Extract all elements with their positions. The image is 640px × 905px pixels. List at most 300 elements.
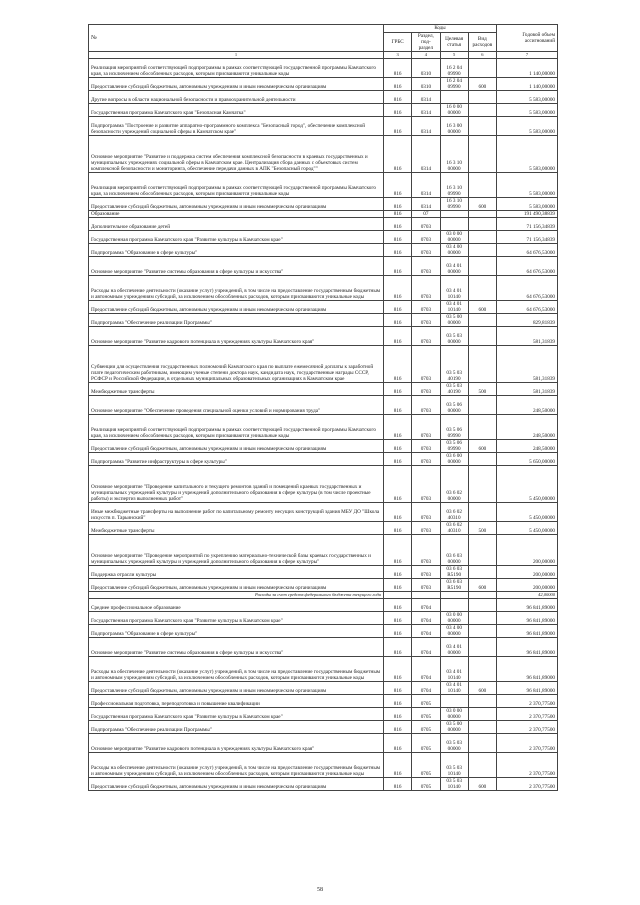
row-description: Расходы на обеспечение деятельности (оказание услуг) учреждений, в том числе на предоставление государственным бюджетным и автономным учреждениям субсидий, за исключением обособленных расходов, которым присваиваются уникальные коды [89, 753, 384, 778]
row-amount: 71 156,34839 [497, 218, 558, 231]
row-expense-type [468, 466, 496, 503]
row-grbs: 816 [384, 327, 412, 346]
row-target-article: 03 6 02 00000 [440, 466, 468, 503]
row-description: Подпрограмма "Обеспечение реализации Программы" [89, 314, 384, 327]
row-razdel [412, 592, 440, 599]
row-amount: 2 370,77500 [497, 734, 558, 753]
row-razdel: 0703 [412, 327, 440, 346]
table-row [89, 314, 558, 327]
row-grbs: 816 [384, 383, 412, 396]
row-amount: 581,31839 [497, 383, 558, 396]
row-description: Государственная программа Камчатского края "Развитие культуры в Камчатском крае" [89, 231, 384, 244]
col-header-cs: Целевая статья [440, 33, 468, 52]
row-expense-type [468, 231, 496, 244]
row-target-article: 03 4 01 00000 [440, 638, 468, 657]
row-amount: 5 450,00000 [497, 503, 558, 522]
row-razdel: 0703 [412, 314, 440, 327]
row-razdel: 0703 [412, 415, 440, 440]
row-expense-type [468, 503, 496, 522]
row-amount: 64 676,53000 [497, 257, 558, 276]
row-description: Предоставление субсидий бюджетным, автономным учреждениям и иным некоммерческим организациям [89, 579, 384, 592]
row-razdel: 07 [412, 211, 440, 218]
row-target-article: 03 5 06 09990 [440, 440, 468, 453]
row-description: Предоставление субсидий бюджетным, автономным учреждениям и иным некоммерческим организациям [89, 778, 384, 791]
row-expense-type [468, 104, 496, 117]
row-amount: 581,31839 [497, 346, 558, 383]
row-razdel: 0703 [412, 579, 440, 592]
row-target-article: 16 3 00 00000 [440, 117, 468, 136]
row-description: Профессиональная подготовка, переподготовка и повышение квалификации [89, 695, 384, 708]
row-grbs: 816 [384, 753, 412, 778]
row-description: Основное мероприятие "Проведение мероприятий по укреплению материально-технической базы краевых государственных и муниципальных учреждений культуры и учреждений дополнительного образования в сфере культуры" [89, 535, 384, 566]
row-grbs: 816 [384, 244, 412, 257]
row-expense-type: 500 [468, 522, 496, 535]
table-row [89, 734, 558, 753]
row-target-article: 16 0 00 00000 [440, 104, 468, 117]
row-description: Межбюджетные трансферты [89, 383, 384, 396]
row-razdel: 0314 [412, 173, 440, 198]
row-amount: 2 370,77500 [497, 708, 558, 721]
row-razdel: 0314 [412, 198, 440, 211]
row-grbs: 816 [384, 778, 412, 791]
row-grbs: 816 [384, 440, 412, 453]
row-amount: 2 370,77500 [497, 753, 558, 778]
row-description: Расходы за счет средств федерального бюджета текущего года [89, 592, 384, 599]
row-grbs: 816 [384, 314, 412, 327]
row-grbs: 816 [384, 638, 412, 657]
row-grbs: 816 [384, 453, 412, 466]
row-expense-type: 600 [468, 78, 496, 91]
row-amount: 248,50000 [497, 440, 558, 453]
row-expense-type [468, 721, 496, 734]
row-target-article: 16 3 10 00000 [440, 136, 468, 173]
row-grbs: 816 [384, 522, 412, 535]
column-numbers-row [89, 52, 558, 59]
table-row [89, 453, 558, 466]
row-target-article: 03 4 01 10140 [440, 276, 468, 301]
row-description: Основное мероприятие "Обеспечение проведения специальной оценки условий и нормирования труда" [89, 396, 384, 415]
row-grbs: 816 [384, 198, 412, 211]
row-target-article: 03 5 03 40190 [440, 346, 468, 383]
row-razdel: 0703 [412, 535, 440, 566]
row-description: Другие вопросы в области национальной безопасности и правоохранительной деятельности [89, 91, 384, 104]
row-razdel: 0314 [412, 117, 440, 136]
table-row [89, 657, 558, 682]
row-expense-type [468, 314, 496, 327]
col-num-3: 4 [412, 52, 440, 59]
table-row [89, 104, 558, 117]
row-amount: 96 841,89000 [497, 657, 558, 682]
row-description: Основное мероприятие "Проведение капитального и текущего ремонтов зданий и помещений краевых государственных и муниципальных учреждений культуры и учреждений дополнительного образования в сфере культуры (в том числе проектные работы) и экспертиз выполненных работ" [89, 466, 384, 503]
row-description: Основное мероприятие "Развитие кадрового потенциала в учреждениях культуры Камчатского края" [89, 734, 384, 753]
row-grbs: 816 [384, 211, 412, 218]
row-grbs: 816 [384, 657, 412, 682]
row-description: Государственная программа Камчатского края "Безопасная Камчатка" [89, 104, 384, 117]
row-target-article: 16 2 04 09990 [440, 78, 468, 91]
table-row [89, 638, 558, 657]
row-grbs: 816 [384, 695, 412, 708]
row-amount: 5 450,00000 [497, 466, 558, 503]
table-row [89, 231, 558, 244]
row-grbs: 816 [384, 218, 412, 231]
row-target-article: 03 4 01 10140 [440, 682, 468, 695]
row-razdel: 0703 [412, 440, 440, 453]
row-expense-type [468, 453, 496, 466]
row-expense-type [468, 244, 496, 257]
col-header-no: № [89, 25, 384, 52]
row-expense-type: 600 [468, 778, 496, 791]
row-razdel: 0310 [412, 59, 440, 78]
row-description: Дополнительное образование детей [89, 218, 384, 231]
row-description: Реализация мероприятий соответствующей подпрограммы в рамках соответствующей государственной программы Камчатского края, за исключением обособленных расходов, которым присваиваются уникальные коды [89, 59, 384, 78]
col-header-sum: Годовой объем ассигнований [497, 25, 558, 52]
row-razdel: 0703 [412, 453, 440, 466]
row-razdel: 0703 [412, 244, 440, 257]
row-razdel: 0705 [412, 708, 440, 721]
row-amount: 581,31839 [497, 327, 558, 346]
row-amount: 1 140,00000 [497, 59, 558, 78]
row-expense-type [468, 708, 496, 721]
row-razdel: 0705 [412, 753, 440, 778]
table-row [89, 579, 558, 592]
col-header-vr: Вид расходов [468, 33, 496, 52]
row-target-article: 03 5 03 00000 [440, 327, 468, 346]
row-amount: 96 841,89000 [497, 638, 558, 657]
row-grbs: 816 [384, 503, 412, 522]
row-description: Подпрограмма "Обеспечение реализации Программы" [89, 721, 384, 734]
row-expense-type [468, 734, 496, 753]
row-amount: 64 676,53000 [497, 301, 558, 314]
row-grbs: 816 [384, 104, 412, 117]
row-razdel: 0703 [412, 522, 440, 535]
row-target-article: 03 5 03 00000 [440, 734, 468, 753]
row-amount: 5 450,00000 [497, 522, 558, 535]
row-grbs: 816 [384, 231, 412, 244]
row-description: Подпрограмма "Построение и развитие аппаратно-программного комплекса "Безопасный город", обеспечение комплексной безопасности учреждений социальной сферы в Камчатском крае" [89, 117, 384, 136]
row-razdel: 0705 [412, 721, 440, 734]
table-row [89, 695, 558, 708]
row-expense-type [468, 415, 496, 440]
row-amount: 2 370,77500 [497, 695, 558, 708]
table-row [89, 59, 558, 78]
table-row [89, 708, 558, 721]
table-row [89, 276, 558, 301]
row-target-article: 03 5 03 40190 [440, 383, 468, 396]
row-amount: 64 676,53000 [497, 244, 558, 257]
table-row [89, 173, 558, 198]
row-description: Предоставление субсидий бюджетным, автономным учреждениям и иным некоммерческим организациям [89, 440, 384, 453]
row-razdel: 0705 [412, 778, 440, 791]
row-expense-type [468, 612, 496, 625]
row-grbs: 816 [384, 257, 412, 276]
row-description: Реализация мероприятий соответствующей подпрограммы в рамках соответствующей государственной программы Камчатского края, за исключением обособленных расходов, которым присваиваются уникальные коды [89, 415, 384, 440]
row-description: Подпрограмма "Образование в сфере культуры" [89, 244, 384, 257]
row-grbs: 816 [384, 625, 412, 638]
budget-table [88, 24, 558, 791]
row-expense-type: 600 [468, 198, 496, 211]
row-amount: 5 583,00000 [497, 198, 558, 211]
row-target-article: 03 6 03 R5190 [440, 579, 468, 592]
row-description: Среднее профессиональное образование [89, 599, 384, 612]
row-description: Основное мероприятие "Развитие кадрового потенциала в учреждениях культуры Камчатского края" [89, 327, 384, 346]
row-target-article: 03 4 00 00000 [440, 625, 468, 638]
row-razdel: 0705 [412, 734, 440, 753]
row-grbs: 816 [384, 535, 412, 566]
row-description: Государственная программа Камчатского края "Развитие культуры в Камчатском крае" [89, 612, 384, 625]
row-razdel: 0703 [412, 231, 440, 244]
row-amount: 200,00000 [497, 579, 558, 592]
row-expense-type: 600 [468, 579, 496, 592]
row-target-article: 03 6 03 00000 [440, 535, 468, 566]
row-target-article: 03 0 00 00000 [440, 612, 468, 625]
row-expense-type [468, 91, 496, 104]
row-target-article: 03 6 02 40310 [440, 522, 468, 535]
col-num-2: 3 [384, 52, 412, 59]
row-target-article: 03 6 00 00000 [440, 453, 468, 466]
table-row [89, 117, 558, 136]
row-description: Предоставление субсидий бюджетным, автономным учреждениям и иным некоммерческим организациям [89, 682, 384, 695]
row-grbs: 816 [384, 276, 412, 301]
row-description: Подпрограмма "Образование в сфере культуры" [89, 625, 384, 638]
table-row [89, 612, 558, 625]
row-description: Межбюджетные трансферты [89, 522, 384, 535]
row-description: Предоставление субсидий бюджетным, автономным учреждениям и иным некоммерческим организациям [89, 301, 384, 314]
row-target-article: 16 2 04 09990 [440, 59, 468, 78]
col-header-codes: Коды [384, 25, 497, 33]
row-expense-type [468, 599, 496, 612]
table-row [89, 396, 558, 415]
row-grbs: 816 [384, 396, 412, 415]
table-row [89, 535, 558, 566]
row-grbs: 816 [384, 173, 412, 198]
row-amount: 200,00000 [497, 566, 558, 579]
row-target-article: 03 4 01 10140 [440, 657, 468, 682]
row-description: Расходы на обеспечение деятельности (оказание услуг) учреждений, в том числе на предоставление государственным бюджетным и автономным учреждениям субсидий, за исключением обособленных расходов, которым присваиваются уникальные коды [89, 657, 384, 682]
row-expense-type [468, 211, 496, 218]
row-razdel: 0704 [412, 682, 440, 695]
row-description: Образование [89, 211, 384, 218]
row-grbs: 816 [384, 59, 412, 78]
table-row [89, 625, 558, 638]
table-row [89, 592, 558, 599]
row-target-article [440, 211, 468, 218]
row-target-article: 03 5 06 09990 [440, 415, 468, 440]
row-target-article [440, 599, 468, 612]
row-razdel: 0705 [412, 695, 440, 708]
table-row [89, 257, 558, 276]
row-description: Основное мероприятие "Развитие системы образования в сфере культуры и искусства" [89, 257, 384, 276]
row-target-article [440, 695, 468, 708]
row-target-article: 03 4 01 00000 [440, 257, 468, 276]
row-expense-type [468, 535, 496, 566]
col-num-5: 6 [468, 52, 496, 59]
row-razdel: 0703 [412, 566, 440, 579]
row-amount: 1 140,00000 [497, 78, 558, 91]
row-grbs: 816 [384, 579, 412, 592]
row-razdel: 0704 [412, 625, 440, 638]
row-amount: 5 583,00000 [497, 104, 558, 117]
row-amount: 96 841,89000 [497, 625, 558, 638]
table-row [89, 91, 558, 104]
table-row [89, 599, 558, 612]
page-number: 58 [317, 887, 323, 893]
row-expense-type [468, 276, 496, 301]
row-description: Государственная программа Камчатского края "Развитие культуры в Камчатском крае" [89, 708, 384, 721]
row-razdel: 0314 [412, 91, 440, 104]
budget-table-page [88, 24, 558, 791]
row-amount: 5 583,00000 [497, 117, 558, 136]
row-expense-type: 600 [468, 440, 496, 453]
row-grbs: 816 [384, 708, 412, 721]
table-row [89, 301, 558, 314]
row-description: Расходы на обеспечение деятельности (оказание услуг) учреждений, в том числе на предоставление государственным бюджетным и автономным учреждениям субсидий, за исключением обособленных расходов, которым присваиваются уникальные коды [89, 276, 384, 301]
table-body [89, 59, 558, 791]
table-row [89, 566, 558, 579]
row-expense-type [468, 396, 496, 415]
table-row [89, 415, 558, 440]
row-target-article: 03 4 01 10140 [440, 301, 468, 314]
row-grbs: 816 [384, 612, 412, 625]
row-target-article: 03 0 00 00000 [440, 708, 468, 721]
row-expense-type: 500 [468, 383, 496, 396]
row-razdel: 0703 [412, 503, 440, 522]
row-razdel: 0314 [412, 136, 440, 173]
row-expense-type [468, 657, 496, 682]
row-description: Субвенции для осуществления государственных полномочий Камчатского края по выплате ежемесячной доплаты к заработной плате педагогическим работникам, имеющим ученые степени доктора наук, кандидата наук, государственные награды СССР, РСФСР и Российской Федерации, в отдельных муниципальных образовательных организациях в Камчатском крае [89, 346, 384, 383]
row-razdel: 0703 [412, 301, 440, 314]
table-row [89, 78, 558, 91]
row-razdel: 0703 [412, 257, 440, 276]
row-amount: 42,00000 [497, 592, 558, 599]
row-amount: 829,81839 [497, 314, 558, 327]
row-expense-type [468, 257, 496, 276]
row-amount: 200,00000 [497, 535, 558, 566]
col-header-grbs: ГРБС [384, 33, 412, 52]
row-razdel: 0703 [412, 218, 440, 231]
row-description: Подпрограмма "Развитие инфраструктуры в сфере культуры" [89, 453, 384, 466]
row-grbs: 816 [384, 734, 412, 753]
row-grbs: 816 [384, 721, 412, 734]
row-expense-type: 600 [468, 301, 496, 314]
row-expense-type [468, 638, 496, 657]
row-grbs: 816 [384, 136, 412, 173]
row-amount: 96 841,89000 [497, 599, 558, 612]
row-razdel: 0703 [412, 276, 440, 301]
row-amount: 5 583,00000 [497, 173, 558, 198]
row-expense-type [468, 346, 496, 383]
row-target-article: 16 3 10 09990 [440, 198, 468, 211]
row-expense-type [468, 218, 496, 231]
row-expense-type [468, 753, 496, 778]
row-amount: 2 370,77500 [497, 721, 558, 734]
table-row [89, 778, 558, 791]
row-target-article: 03 5 06 00000 [440, 396, 468, 415]
table-row [89, 503, 558, 522]
row-target-article: 03 6 03 R5190 [440, 566, 468, 579]
row-razdel: 0704 [412, 599, 440, 612]
row-amount: 96 841,89000 [497, 682, 558, 695]
row-expense-type [468, 592, 496, 599]
row-razdel: 0314 [412, 104, 440, 117]
table-row [89, 721, 558, 734]
row-expense-type [468, 625, 496, 638]
row-target-article: 16 3 10 09990 [440, 173, 468, 198]
row-description: Поддержка отрасли культуры [89, 566, 384, 579]
col-header-razdel: Раздел, под-раздел [412, 33, 440, 52]
row-grbs: 816 [384, 466, 412, 503]
row-grbs: 816 [384, 682, 412, 695]
row-amount: 96 841,89000 [497, 612, 558, 625]
row-grbs: 816 [384, 91, 412, 104]
row-target-article [440, 91, 468, 104]
row-razdel: 0703 [412, 396, 440, 415]
row-razdel: 0703 [412, 466, 440, 503]
row-grbs: 816 [384, 346, 412, 383]
row-grbs: 816 [384, 599, 412, 612]
row-razdel: 0704 [412, 657, 440, 682]
row-target-article [440, 592, 468, 599]
row-target-article: 03 4 00 00000 [440, 244, 468, 257]
row-target-article: 03 5 03 10140 [440, 753, 468, 778]
row-description: Основное мероприятие "Развитие и поддержка систем обеспечения комплексной безопасности в краевых государственных и муниципальных учреждениях социальной сферы в Камчатском крае. Централизация сбора данных с объектовых систем комплексной безопасности и мониторинга, обеспечение передачи данных в АПК "Безопасный город"" [89, 136, 384, 173]
table-row [89, 136, 558, 173]
row-target-article: 03 6 02 40310 [440, 503, 468, 522]
table-row [89, 753, 558, 778]
row-expense-type [468, 327, 496, 346]
row-amount: 5 650,00000 [497, 453, 558, 466]
table-row [89, 218, 558, 231]
row-expense-type [468, 117, 496, 136]
row-expense-type [468, 59, 496, 78]
row-target-article: 03 5 00 00000 [440, 721, 468, 734]
row-target-article [440, 218, 468, 231]
col-num-1: 1 [89, 52, 384, 59]
row-grbs: 816 [384, 566, 412, 579]
table-row [89, 682, 558, 695]
row-grbs: 816 [384, 78, 412, 91]
row-expense-type: 600 [468, 682, 496, 695]
table-row [89, 198, 558, 211]
table-row [89, 440, 558, 453]
table-row [89, 522, 558, 535]
col-num-6: 7 [497, 52, 558, 59]
table-row [89, 211, 558, 218]
row-grbs: 816 [384, 415, 412, 440]
row-razdel: 0703 [412, 383, 440, 396]
row-amount: 71 156,34839 [497, 231, 558, 244]
row-expense-type [468, 136, 496, 173]
row-grbs: 816 [384, 301, 412, 314]
row-razdel: 0704 [412, 638, 440, 657]
row-razdel: 0310 [412, 78, 440, 91]
row-amount: 191 490,38839 [497, 211, 558, 218]
col-num-4: 5 [440, 52, 468, 59]
table-row [89, 244, 558, 257]
row-amount: 248,50000 [497, 415, 558, 440]
row-amount: 5 583,00000 [497, 136, 558, 173]
table-row [89, 346, 558, 383]
table-row [89, 327, 558, 346]
row-description: Основное мероприятие "Развитие системы образования в сфере культуры и искусства" [89, 638, 384, 657]
row-razdel: 0703 [412, 346, 440, 383]
row-description: Иные межбюджетные трансферты на выполнение работ по капитальному ремонту несущих конструкций здания МБУ ДО "Школа искусств п. Тарьинский" [89, 503, 384, 522]
row-razdel: 0704 [412, 612, 440, 625]
row-amount: 5 583,00000 [497, 91, 558, 104]
row-target-article: 03 0 00 00000 [440, 231, 468, 244]
table-row [89, 466, 558, 503]
row-target-article: 03 5 03 10140 [440, 778, 468, 791]
row-description: Предоставление субсидий бюджетным, автономным учреждениям и иным некоммерческим организациям [89, 198, 384, 211]
